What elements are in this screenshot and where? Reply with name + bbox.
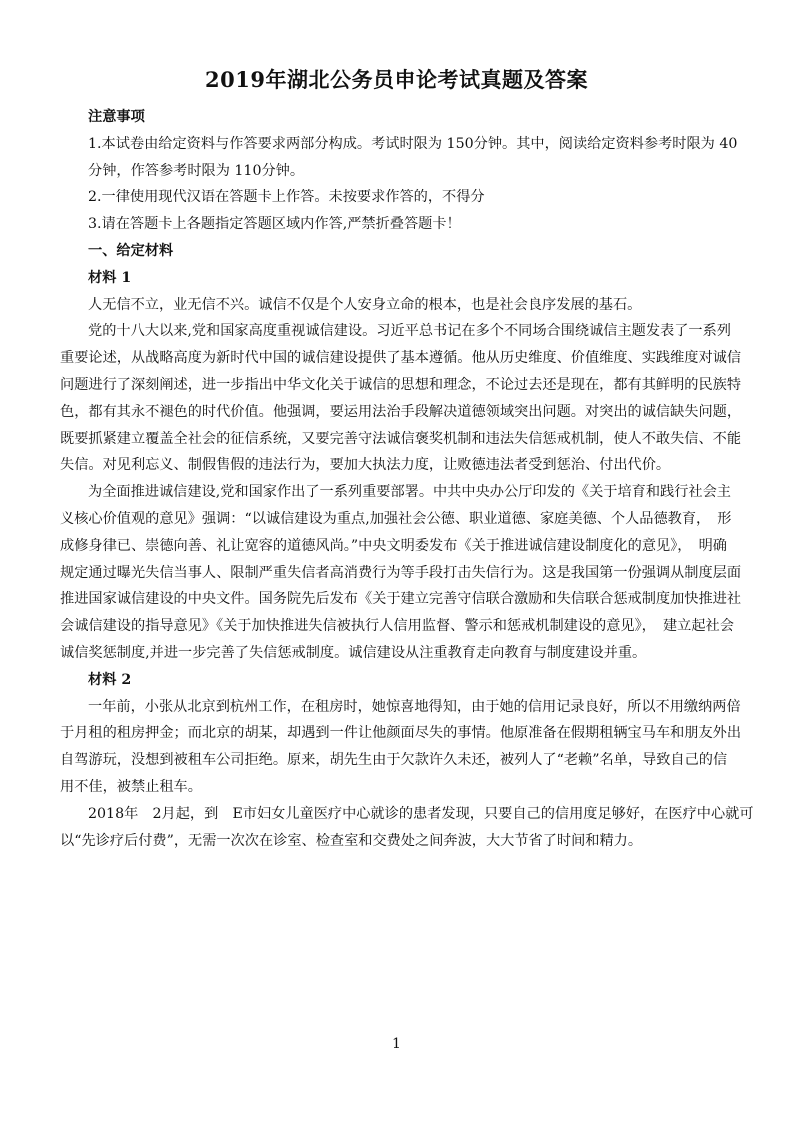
text-line: 色，都有其永不褪色的时代价值。他强调，要运用法治手段解决道德领域突出问题。对突出的诚信缺失问题， — [60, 403, 742, 420]
text-line: 党的十八大以来,党和国家高度重视诚信建设。习近平总书记在多个不同场合围绕诚信主题发表了一系列 — [88, 323, 731, 340]
text-line: 为全面推进诚信建设,党和国家作出了一系列重要部署。中共中央办公厅印发的《关于培育和践行社会主 — [88, 484, 731, 501]
text-line: 分钟，作答参考时限为 110分钟。 — [88, 162, 305, 179]
text-line: 1.本试卷由给定资料与作答要求两部分构成。考试时限为 150分钟。其中，阅读给定资料参考时限为 40 — [88, 135, 738, 152]
text-line: 自驾游玩，没想到被租车公司拒绝。原来，胡先生由于欠款许久未还，被列人了“老赖”名单，导致自己的信 — [60, 752, 728, 769]
text-line: 推进国家诚信建设的中央文件。国务院先后发布《关于建立完善守信联合激励和失信联合惩戒制度加快推进社 — [60, 591, 742, 608]
text-line: 人无信不立，业无信不兴。诚信不仅是个人安身立命的根本，也是社会良序发展的基石。 — [88, 296, 642, 313]
text-line: 问题进行了深刻阐述，进一步指出中华文化关于诚信的思想和理念，不论过去还是现在，都有其鲜明的民族特 — [60, 376, 742, 393]
text-line: 一年前，小张从北京到杭州工作，在租房时，她惊喜地得知，由于她的信用记录良好，所以不用缴纳两倍 — [88, 698, 741, 715]
text-line: 用不佳，被禁止租车。 — [60, 778, 202, 795]
text-line: 诚信奖惩制度,并进一步完善了失信惩戒制度。诚信建设从注重教育走向教育与制度建设并重。 — [60, 644, 647, 661]
document-body — [60, 104, 754, 854]
document-title: 2019年湖北公务员申论考试真题及答案 — [205, 67, 588, 92]
text-line: 会诚信建设的指导意见》《关于加快推进失信被执行人信用监督、警示和惩戒机制建设的意见》， 建立起社会 — [60, 618, 734, 635]
text-line: 以“先诊疗后付费”，无需一次次在诊室、检查室和交费处之间奔波，大大节省了时间和精力。 — [60, 832, 643, 849]
section-heading: 一、给定材料 — [88, 242, 174, 259]
page-number: 1 — [392, 1036, 401, 1052]
text-line: 2018年 2月起，到 E市妇女儿童医疗中心就诊的患者发现，只要自己的信用度足够好，在医疗中心就可 — [88, 805, 754, 822]
text-line: 规定通过曝光失信当事人、限制严重失信者高消费行为等手段打击失信行为。这是我国第一份强调从制度层面 — [60, 564, 742, 581]
text-line: 义核心价值观的意见》强调：“以诚信建设为重点,加强社会公德、职业道德、家庭美德、个人品德教育， 形 — [60, 510, 732, 527]
text-line: 既要抓紧建立覆盖全社会的征信系统，又要完善守法诚信褒奖机制和违法失信惩戒机制，使人不敢失信、不能 — [60, 430, 742, 447]
text-line: 3.请在答题卡上各题指定答题区域内作答,严禁折叠答题卡！ — [88, 216, 461, 233]
section-heading: 材料 2 — [88, 671, 132, 688]
text-line: 重要论述，从战略高度为新时代中国的诚信建设提供了基本遵循。他从历史维度、价值维度、实践维度对诚信 — [60, 350, 742, 367]
section-heading: 材料 1 — [88, 269, 132, 286]
text-line: 2.一律使用现代汉语在答题卡上作答。未按要求作答的，不得分 — [88, 189, 485, 206]
text-line: 于月租的租房押金；而北京的胡某，却遇到一件让他颜面尽失的事情。他原准备在假期租辆宝马车和朋友外出 — [60, 725, 742, 742]
text-line: 失信。对见利忘义、制假售假的违法行为，要加大执法力度，让败德违法者受到惩治、付出代价。 — [60, 457, 671, 474]
section-heading: 注意事项 — [88, 109, 145, 125]
text-line: 成修身律已、崇德向善、礼让宽容的道德风尚。”中央文明委发布《关于推进诚信建设制度化的意见》， 明确 — [60, 537, 727, 554]
